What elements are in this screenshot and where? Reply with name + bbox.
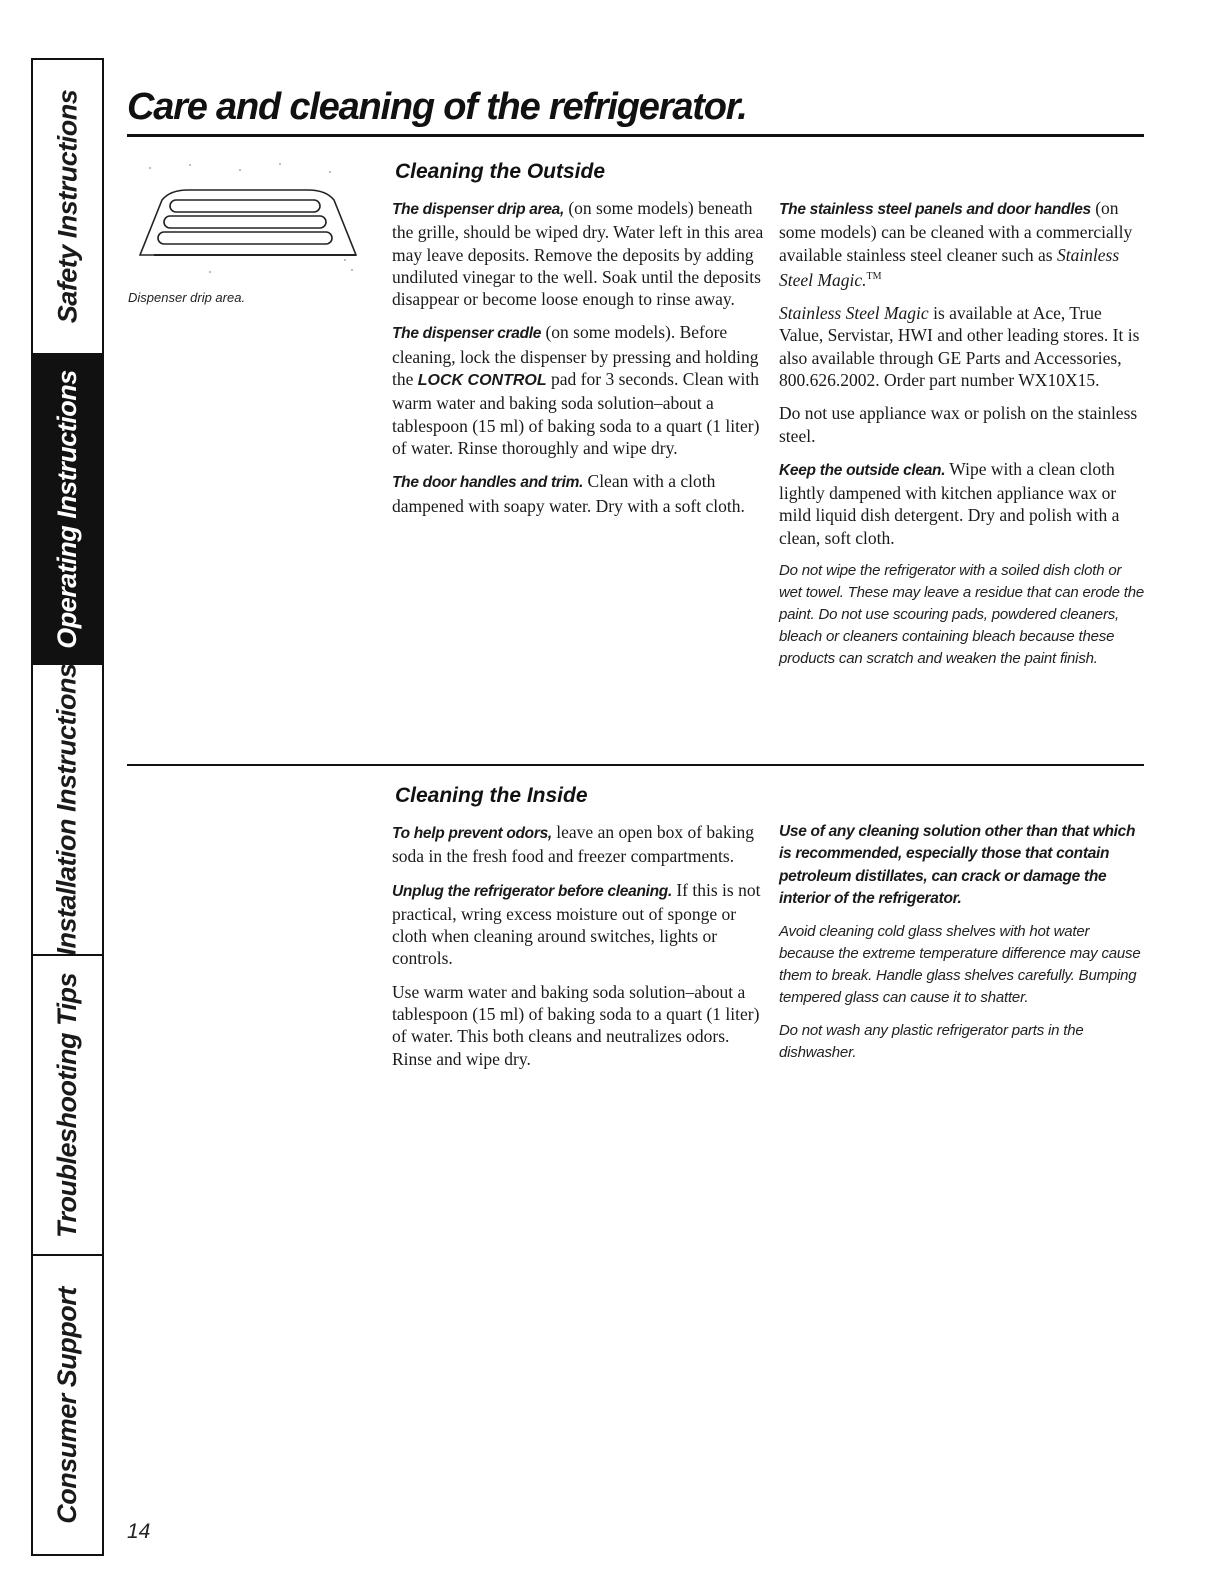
lead-drip-area: The dispenser drip area,: [392, 201, 564, 218]
note-glass-shelves: Avoid cleaning cold glass shelves with hot water because the extreme temperature difference may cause them to break. Handle glass shelves carefully. Bumping tempered glass can cause it to shatter.: [779, 923, 1141, 1007]
text-drip-area: (on some models) beneath the grille, should be wiped dry. Water left in this area may leave deposits. Remove the deposits by adding undiluted vinegar to the well. Soak until the deposits disappear or become loose enough to rinse away.: [392, 198, 764, 310]
side-tabs: [31, 58, 104, 1556]
paragraph-unplug: [392, 879, 764, 970]
tab-operating-instructions[interactable]: [33, 355, 102, 665]
heading-cleaning-outside: Cleaning the Outside: [395, 160, 606, 183]
inside-column-left: [392, 821, 764, 1081]
lead-handles: The door handles and trim.: [392, 474, 584, 492]
outside-column-left: [392, 197, 764, 528]
page-number: 14: [127, 1520, 151, 1543]
page-title: Care and cleaning of the refrigerator.: [127, 86, 747, 128]
note-paint: Do not wipe the refrigerator with a soiled dish cloth or wet towel. These may leave a residue that can erode the paint. Do not use scouring pads, powdered cleaners, bleach or cleaners containing bleach because these products can scratch and weaken the paint finish.: [779, 561, 1145, 667]
drip-tray-icon: [130, 160, 360, 290]
paragraph-odors: [392, 821, 764, 868]
outside-column-right: [779, 197, 1145, 681]
dispenser-drip-tray-illustration: [130, 160, 360, 290]
text-odors: leave an open box of baking soda in the fresh food and freezer compartments.: [392, 822, 755, 867]
tab-label: Operating Instructions: [52, 369, 82, 649]
heading-cleaning-inside: Cleaning the Inside: [395, 784, 588, 807]
lead-odors: To help prevent odors,: [392, 825, 552, 842]
paragraph-solution: Use warm water and baking soda solution–about a tablespoon (15 ml) of baking soda to a quart (1 liter) of water. This both cleans and neutralizes odors. Rinse and wipe dry.: [392, 981, 760, 1069]
paragraph-keep-clean: [779, 458, 1145, 549]
paragraph-wax: Do not use appliance wax or polish on the stainless steel.: [779, 403, 1138, 446]
text-stainless: (on some models) can be cleaned with a commercially available stainless steel cleaner such as: [779, 198, 1133, 265]
lead-stainless: The stainless steel panels and door handles: [779, 201, 1091, 218]
text-availability: is available at Ace, True Value, Servistar, HWI and other leading stores. It is also available through GE Parts and Accessories, 800.626.2002. Order part number WX10X15.: [779, 303, 1140, 390]
tab-label: Safety Instructions: [52, 89, 82, 324]
lead-keep-clean: Keep the outside clean.: [779, 461, 946, 479]
inside-column-right: [779, 821, 1145, 1075]
tab-safety-instructions[interactable]: [33, 60, 102, 355]
lead-cradle: The dispenser cradle: [392, 325, 542, 343]
text-handles: Clean with a cloth dampened with soapy water. Dry with a soft cloth.: [392, 471, 745, 516]
trademark: TM: [866, 270, 882, 282]
text-unplug: If this is not practical, wring excess moisture out of sponge or cloth when cleaning around switches, lights or controls.: [392, 879, 761, 969]
brand-stainless-steel-magic: Stainless Steel Magic.: [779, 244, 1120, 290]
paragraph-stainless: [779, 197, 1145, 291]
text-cradle-after: pad for 3 seconds. Clean with warm water and baking soda solution–about a tablespoon (15 ml) of baking soda to a quart (1 liter) of water. Rinse thoroughly and wipe dry.: [392, 369, 760, 458]
note-plastic-parts: Do not wash any plastic refrigerator parts in the dishwasher.: [779, 1022, 1084, 1062]
paragraph-drip-area: [392, 197, 764, 310]
figure-caption: Dispenser drip area.: [128, 290, 246, 305]
tab-consumer-support[interactable]: [33, 1256, 102, 1554]
tab-installation-instructions[interactable]: [33, 665, 102, 956]
tab-label: Troubleshooting Tips: [52, 972, 82, 1238]
paragraph-handles: [392, 470, 764, 517]
paragraph-cradle: [392, 321, 764, 459]
text-cradle-before: (on some models). Before cleaning, lock the dispenser by pressing and holding the: [392, 322, 759, 390]
paragraph-availability: [779, 302, 1145, 391]
warning-cleaning-solution: Use of any cleaning solution other than that which is recommended, especially those that contain petroleum distillates, can crack or damage the interior of the refrigerator.: [779, 823, 1136, 907]
title-rule: [127, 134, 1144, 137]
section-rule: [127, 764, 1144, 766]
brand-stainless-steel-magic: Stainless Steel Magic: [779, 303, 929, 324]
lead-unplug: Unplug the refrigerator before cleaning.: [392, 882, 672, 900]
tab-troubleshooting-tips[interactable]: [33, 956, 102, 1256]
tab-label: Consumer Support: [52, 1286, 83, 1524]
text-keep-clean: Wipe with a clean cloth lightly dampened with kitchen appliance wax or mild liquid dish detergent. Dry and polish with a clean, soft cloth.: [779, 458, 1120, 548]
tab-label: Installation Instructions: [52, 663, 82, 956]
lock-control-label: LOCK CONTROL: [417, 372, 547, 390]
